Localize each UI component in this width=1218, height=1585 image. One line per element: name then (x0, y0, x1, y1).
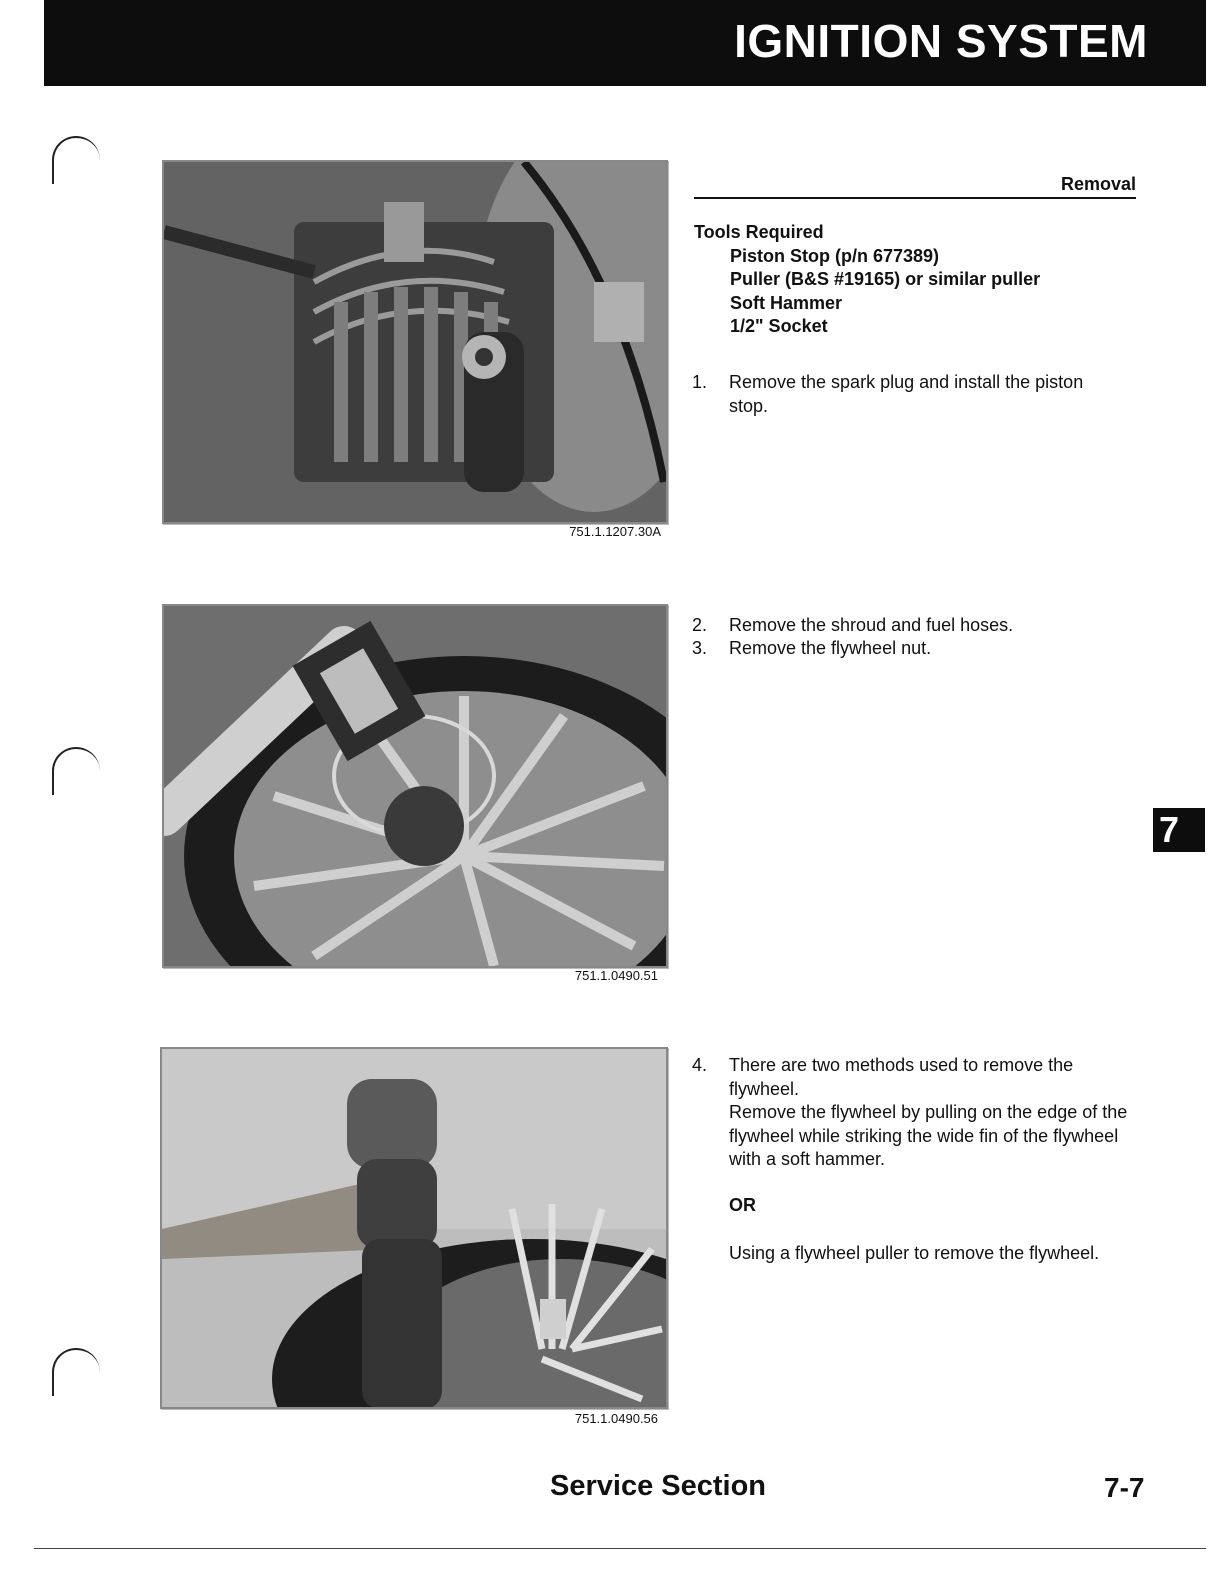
step-4 (692, 1054, 1119, 1101)
photo-soft-hammer (160, 1047, 668, 1409)
step-text: Remove the flywheel nut. (729, 638, 932, 658)
step-number: 2. (692, 615, 708, 635)
tool-item: 1/2" Socket (730, 316, 828, 336)
tool-item: Soft Hammer (730, 292, 843, 313)
method-a-text: Remove the flywheel by pulling on the edge of the flywheel while striking the wide fin of the flywheel with a soft hammer. (729, 1102, 1128, 1169)
tools-heading: Tools Required (694, 222, 824, 242)
chapter-tab: 7 (1153, 808, 1205, 852)
footer-section-title: Service Section (550, 1470, 766, 1502)
photo-piston-stop (162, 160, 668, 524)
header-bar (44, 0, 1206, 86)
binder-hole-mark (52, 136, 100, 184)
step-number: 3. (692, 638, 708, 658)
page-title: IGNITION SYSTEM (734, 15, 1148, 67)
page-number: 7-7 (1104, 1472, 1145, 1503)
step-number: 4. (692, 1055, 708, 1075)
step-1 (692, 371, 1119, 418)
step-text: Remove the spark plug and install the piston stop. (729, 372, 1084, 416)
step-text: There are two methods used to remove the flywheel. (729, 1055, 1074, 1099)
photo-caption: 751.1.1207.30A (569, 524, 661, 539)
step-number: 1. (692, 372, 708, 392)
step-text: Remove the shroud and fuel hoses. (729, 615, 1014, 635)
footer-rule (34, 1548, 1206, 1549)
step-3 (692, 637, 1119, 661)
binder-hole-mark (52, 1348, 100, 1396)
tools-required (694, 221, 1040, 339)
photo-caption: 751.1.0490.56 (574, 1411, 658, 1426)
section-heading: Removal (694, 174, 1136, 199)
method-b-text: Using a flywheel puller to remove the flywheel. (729, 1243, 1100, 1263)
tool-item: Piston Stop (p/n 677389) (730, 245, 940, 266)
or-label: OR (729, 1195, 756, 1215)
step-2 (692, 614, 1119, 638)
photo-caption: 751.1.0490.51 (574, 968, 658, 983)
tool-item: Puller (B&S #19165) or similar puller (730, 269, 1041, 289)
binder-hole-mark (52, 747, 100, 795)
photo-flywheel-nut (162, 604, 668, 968)
